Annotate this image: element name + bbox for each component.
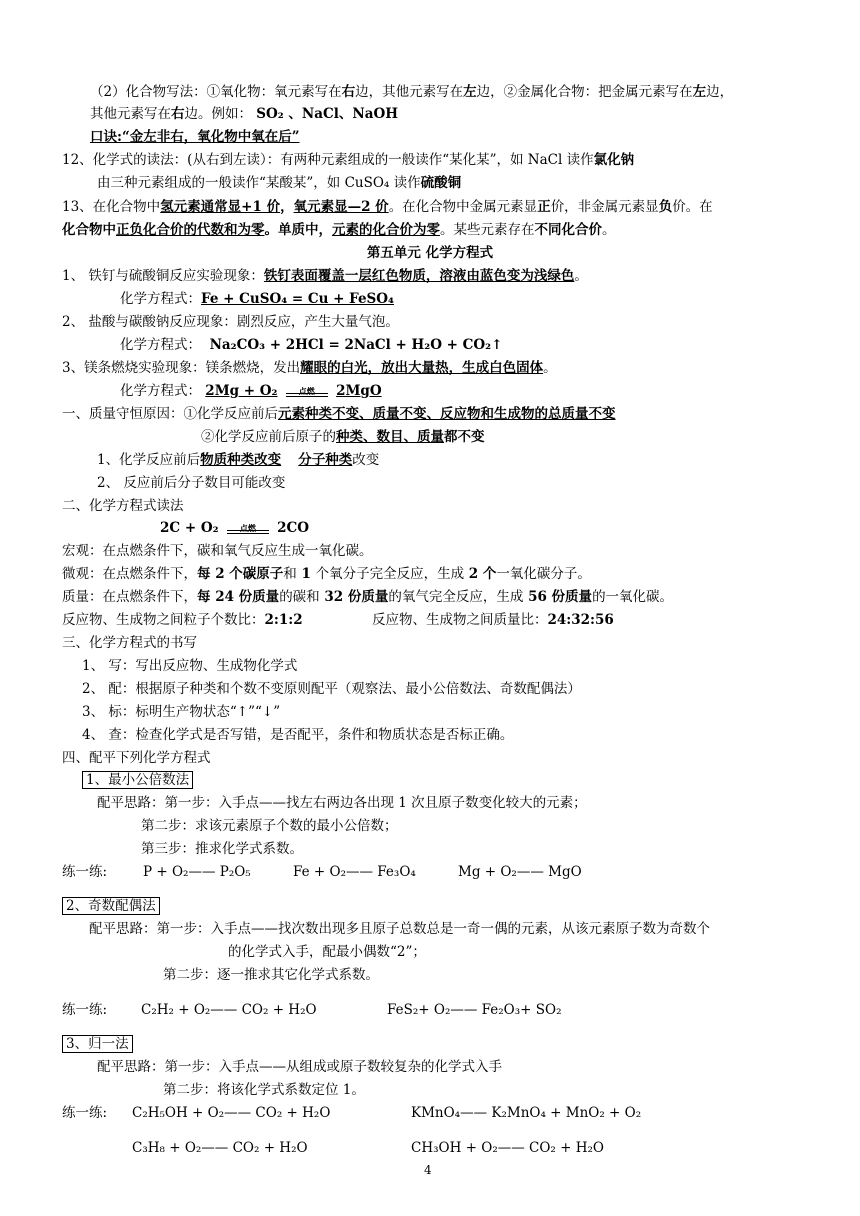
practice-3-eq-1: C₂H₅OH + O₂—— CO₂ + H₂O xyxy=(132,1105,331,1121)
ratio-line-mass: 反应物、生成物之间质量比：24:32:56 xyxy=(372,612,614,628)
ratio-line: 反应物、生成物之间粒子个数比：2:1:2 xyxy=(62,612,303,628)
section-2-equation: 2C + O₂ 点燃 2CO xyxy=(160,518,309,539)
practice-3: 练一练: xyxy=(62,1105,108,1121)
step-check: 4、 查：检查化学式是否写错，是否配平，条件和物质状态是否标正确。 xyxy=(82,727,514,743)
section-4-title: 四、配平下列化学方程式 xyxy=(62,750,211,766)
mass-reading: 质量：在点燃条件下，每 24 份质量的碳和 32 份质量的氧气完全反应，生成 56 份质量的一氧化碳。 xyxy=(62,589,674,605)
step-write: 1、 写：写出反应物、生成物化学式 xyxy=(82,658,298,674)
mass-conservation-2: ②化学反应前后原子的种类、数目、质量都不变 xyxy=(201,429,485,445)
method-2-step-1: 配平思路：第一步：入手点——找次数出现多且原子总数总是一奇一偶的元素，从该元素原子数为奇数个 xyxy=(89,921,710,937)
mass-conservation-1: 一、质量守恒原因：①化学反应前后元素种类不变、质量不变、反应物和生成物的总质量不变 xyxy=(62,406,616,422)
practice-1: 练一练: xyxy=(62,864,108,880)
method-1-title: 1、最小公倍数法 xyxy=(82,770,193,790)
method-3-step-1: 配平思路：第一步：入手点——从组成或原子数较复杂的化学式入手 xyxy=(97,1059,502,1075)
line-compound-example: 其他元素写在右边。例如： SO₂ 、NaCl、NaOH xyxy=(90,106,398,122)
step-balance: 2、 配：根据原子种类和个数不变原则配平（观察法、最小公倍数法、奇数配偶法） xyxy=(82,681,581,697)
step-mark: 3、 标：标明生产物状态“↑”“↓” xyxy=(82,704,281,720)
practice-3-eq-4: CH₃OH + O₂—— CO₂ + H₂O xyxy=(411,1140,604,1156)
micro-reading: 微观：在点燃条件下，每 2 个碳原子和 1 个氧分子完全反应，生成 2 个一氧化碳分子。 xyxy=(62,566,591,582)
practice-3-eq-2: KMnO₄—— K₂MnO₄ + MnO₂ + O₂ xyxy=(411,1105,642,1121)
method-3-step-2: 第二步：将该化学式系数定位 1。 xyxy=(163,1082,365,1098)
ignition-condition: 点燃 xyxy=(225,519,271,539)
mass-conservation-3: 1、化学反应前后物质种类改变 分子种类改变 xyxy=(97,452,380,468)
unit-title: 第五单元 化学方程式 xyxy=(366,245,494,261)
method-1-step-3: 第三步：推求化学式系数。 xyxy=(141,841,303,857)
reaction-1-equation: 化学方程式：Fe + CuSO₄ = Cu + FeSO₄ xyxy=(120,291,394,307)
macro-reading: 宏观：在点燃条件下，碳和氧气反应生成一氧化碳。 xyxy=(62,543,373,559)
practice-2: 练一练: xyxy=(62,1002,108,1018)
section-3-title: 三、化学方程式的书写 xyxy=(62,635,197,651)
method-2-step-2: 第二步：逐一推求其它化学式系数。 xyxy=(163,967,379,983)
page-number: 4 xyxy=(424,1163,432,1177)
practice-1-eq-2: Fe + O₂—— Fe₃O₄ xyxy=(293,864,416,880)
line-13-valence: 13、在化合物中氢元素通常显+1 价，氧元素显—2 价。在化合物中金属元素显正价，非金属元素显负价。在 xyxy=(62,199,713,215)
reaction-2-equation: 化学方程式： Na₂CO₃ + 2HCl = 2NaCl + H₂O + CO₂↑ xyxy=(120,337,503,353)
practice-2-eq-2: FeS₂+ O₂—— Fe₂O₃+ SO₂ xyxy=(387,1002,562,1018)
line-12-reading: 12、化学式的读法：(从右到左读）：有两种元素组成的一般读作“某化某”，如 NaCl 读作氯化钠 xyxy=(62,152,635,168)
method-2-title: 2、奇数配偶法 xyxy=(62,896,160,916)
practice-1-eq-1: P + O₂—— P₂O₅ xyxy=(143,864,251,880)
reaction-3-phenomenon: 3、镁条燃烧实验现象：镁条燃烧，发出耀眼的白光，放出大量热，生成白色固体。 xyxy=(62,360,557,376)
reaction-2-phenomenon: 2、 盐酸与碳酸钠反应现象：剧烈反应，产生大量气泡。 xyxy=(62,314,399,330)
reaction-1-phenomenon: 1、 铁钉与硫酸铜反应实验现象：铁钉表面覆盖一层红色物质，溶液由蓝色变为浅绿色。 xyxy=(62,268,588,284)
reaction-3-equation: 化学方程式： 2Mg + O₂ 点燃 2MgO xyxy=(120,381,382,402)
method-2-step-1-cont: 的化学式入手，配最小偶数“2”； xyxy=(228,944,426,960)
practice-1-eq-3: Mg + O₂—— MgO xyxy=(458,864,582,880)
method-3-title: 3、归一法 xyxy=(62,1034,133,1054)
mass-conservation-4: 2、 反应前后分子数目可能改变 xyxy=(97,475,286,491)
ignition-condition: 点燃 xyxy=(284,382,330,402)
practice-3-eq-3: C₃H₈ + O₂—— CO₂ + H₂O xyxy=(132,1140,308,1156)
method-1-step-2: 第二步：求该元素原子个数的最小公倍数； xyxy=(141,818,398,834)
practice-2-eq-1: C₂H₂ + O₂—— CO₂ + H₂O xyxy=(141,1002,317,1018)
mnemonic: 口诀:“金左非右，氧化物中氧在后” xyxy=(90,129,300,145)
line-compound-writing: （2）化合物写法：①氧化物：氧元素写在右边，其他元素写在左边，②金属化合物：把金属元素写在左边， xyxy=(90,84,734,100)
method-1-step-1: 配平思路：第一步：入手点——找左右两边各出现 1 次且原子数变化较大的元素； xyxy=(97,795,587,811)
line-13-valence-cont: 化合物中正负化合价的代数和为零。单质中，元素的化合价为零。某些元素存在不同化合价。 xyxy=(62,222,616,238)
section-2-title: 二、化学方程式读法 xyxy=(62,498,184,514)
line-12-three-elements: 由三种元素组成的一般读作“某酸某”，如 CuSO₄ 读作硫酸铜 xyxy=(97,175,462,191)
